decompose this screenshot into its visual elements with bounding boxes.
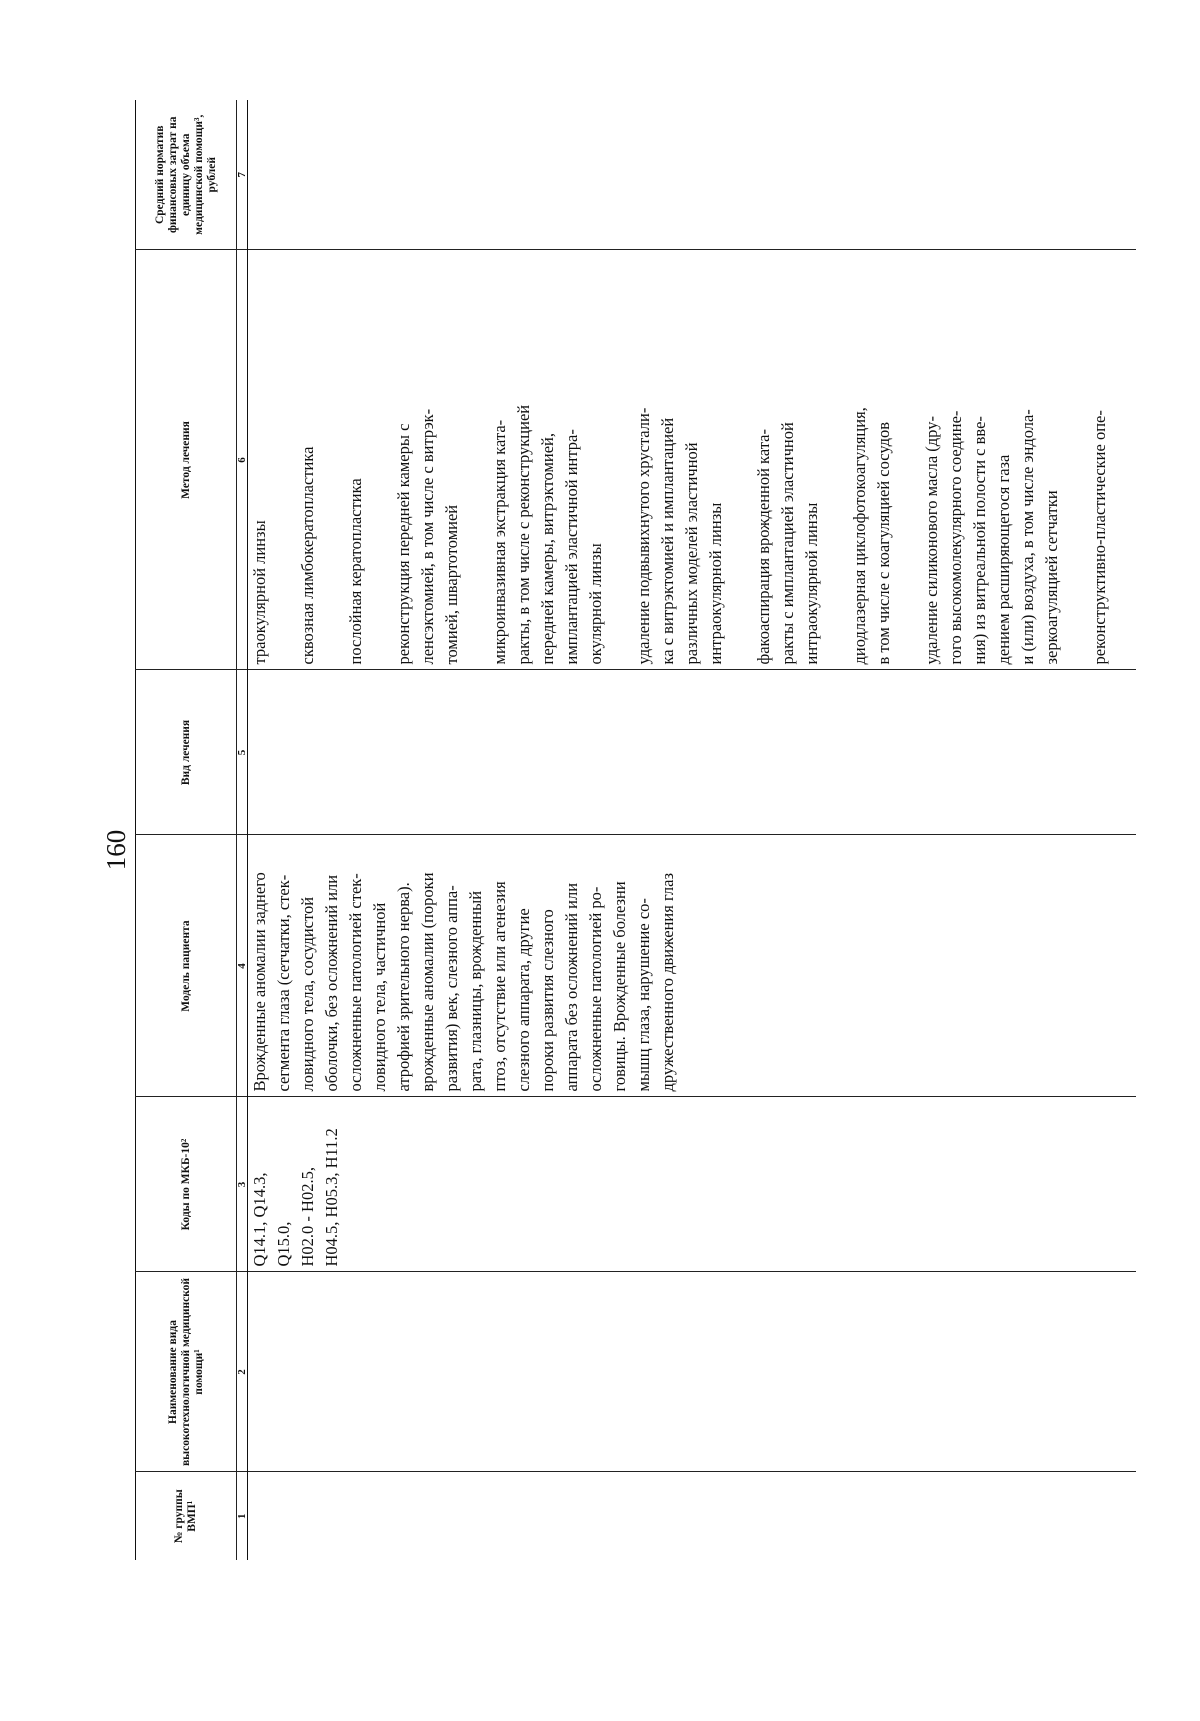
- cell-patient-model: Врожденные аномалии заднего сегмента глаза (сетчатки, стек- ловидного тела, сосудистой оболочки, без осложнений или осложненные патологией стек- ловидного тела, частичной атрофией зрительного нерва). врожденные аномалии (пороки развития) век, слезного аппа- рата, глазницы, врожденный птоз, отсутствие или агенезия слезного аппарата, другие пороки развития слезного аппарата без осложнений или осложненные патологией ро- говицы. Врожденные болезни мышц глаза, нарушение со- дружественного движения глаз: [248, 835, 1137, 1097]
- page-number: 160: [100, 829, 131, 871]
- cell-care-name: [248, 1272, 1137, 1472]
- header-cost: Средний норматив финансовых затрат на единицу объема медицинской помощи³, рублей: [136, 100, 237, 250]
- header-icd-codes: Коды по МКБ-10²: [136, 1097, 237, 1272]
- method-item: микроинвазивная экстракция ката- ракты, в том числе с реконструкцией передней камеры, витрэктомией, имплантацией эластичной интра- окулярной линзы: [490, 404, 605, 665]
- column-number: 6: [237, 250, 248, 670]
- method-item: реконструктивно-пластические опе-: [1090, 410, 1109, 665]
- column-number-row: [237, 100, 248, 1560]
- header-treatment-method: Метод лечения: [136, 250, 237, 670]
- method-item: траокулярной линзы: [250, 520, 269, 665]
- cell-treatment-type: [248, 670, 1137, 835]
- header-group-number: № группы ВМП¹: [136, 1472, 237, 1560]
- method-item: удаление подвывихнутого хрустали- ка с витрэктомией и имплантацией различных моделей эластичной интраокулярной линзы: [634, 407, 725, 665]
- method-item: факоаспирация врожденной ката- ракты с имплантацией эластичной интраокулярной линзы: [754, 422, 821, 665]
- method-item: реконструкция передней камеры с ленсэктомией, в том числе с витрэк- томией, швартотомией: [394, 408, 461, 665]
- column-number: 2: [237, 1272, 248, 1472]
- method-item: диодлазерная циклофотокоагуляция, в том числе с коагуляцией сосудов: [850, 407, 893, 665]
- method-item: удаление силиконового масла (дру- гого высокомолекулярного соедине- ния) из витреальной полости с вве- дением расширяющегося газа и (или) воздуха, в том числе эндола- зеркоагуляцией сетчатки: [922, 409, 1061, 665]
- column-number: 4: [237, 835, 248, 1097]
- header-treatment-type: Вид лечения: [136, 670, 237, 835]
- cell-treatment-methods: [248, 250, 1137, 670]
- column-number: 3: [237, 1097, 248, 1272]
- column-number: 7: [237, 100, 248, 250]
- table-row: [248, 100, 1137, 1560]
- cell-group: [248, 1472, 1137, 1560]
- rotated-table-container: [135, 100, 1109, 1560]
- cell-icd-codes: Q14.1, Q14.3, Q15.0, H02.0 - H02.5, H04.5, H05.3, H11.2: [248, 1097, 1137, 1272]
- method-item: послойная кератопластика: [346, 478, 365, 665]
- cell-cost: [248, 100, 1137, 250]
- column-number: 5: [237, 670, 248, 835]
- method-item: сквозная лимбокератопластика: [298, 446, 317, 665]
- vmp-table: [135, 100, 1136, 1560]
- column-number: 1: [237, 1472, 248, 1560]
- header-patient-model: Модель пациента: [136, 835, 237, 1097]
- header-row: [136, 100, 237, 1560]
- header-care-name: Наименование вида высокотехнологичной медицинской помощи¹: [136, 1272, 237, 1472]
